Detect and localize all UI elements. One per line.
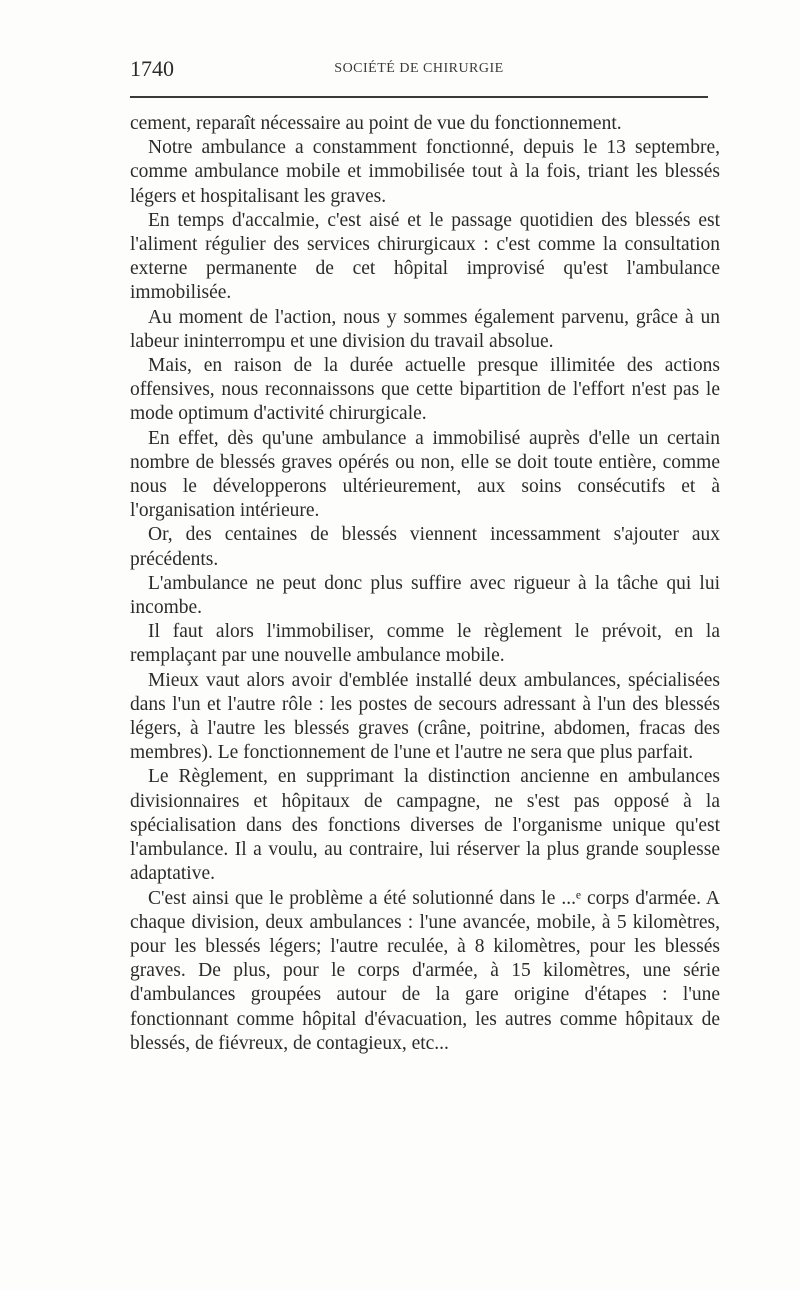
- running-head: SOCIÉTÉ DE CHIRURGIE: [334, 61, 504, 76]
- paragraph: En temps d'accalmie, c'est aisé et le passage quotidien des blessés est l'aliment régulier des services chirurgicaux : c'est comme la consultation externe permanente de cet hôpital improvisé qu'est l'ambulance immobilisée.: [130, 209, 720, 304]
- paragraph: Il faut alors l'immobiliser, comme le règlement le prévoit, en la remplaçant par une nouvelle ambulance mobile.: [130, 621, 720, 667]
- body-text: [130, 112, 720, 1056]
- paragraph: C'est ainsi que le problème a été solutionné dans le ...ᵉ corps d'armée. A chaque division, deux ambulances : l'une avancée, mobile, à 5 kilomètres, pour les blessés légers; l'autre reculée, à 8 kilomètres, pour les blessés graves. De plus, pour le corps d'armée, à 15 kilomètres, une série d'ambulances groupées autour de la gare origine d'étapes : l'une fonctionnant comme hôpital d'évacuation, les autres comme hôpitaux de blessés, de fiévreux, de contagieux, etc...: [130, 887, 720, 1054]
- paragraph: Or, des centaines de blessés viennent incessamment s'ajouter aux précédents.: [130, 524, 720, 570]
- paragraph: Mais, en raison de la durée actuelle presque illimitée des actions offensives, nous reconnaissons que cette bipartition de l'effort n'est pas le mode optimum d'activité chirurgicale.: [130, 355, 720, 425]
- paragraph: Notre ambulance a constamment fonctionné, depuis le 13 septembre, comme ambulance mobile et immobilisée tout à la fois, triant les blessés légers et hospitalisant les graves.: [130, 137, 720, 207]
- page-number: 1740: [130, 56, 174, 81]
- paragraph: cement, reparaît nécessaire au point de vue du fonctionnement.: [130, 113, 622, 134]
- paragraph: En effet, dès qu'une ambulance a immobilisé auprès d'elle un certain nombre de blessés graves opérés ou non, elle se doit toute entière, comme nous le développerons ultérieurement, aux soins consécutifs et à l'organisation intérieure.: [130, 427, 720, 522]
- page-header: [130, 56, 708, 86]
- paragraph: Le Règlement, en supprimant la distinction ancienne en ambulances divisionnaires et hôpitaux de campagne, ne s'est pas opposé à la spécialisation dans des fonctions diverses de l'organisme unique qu'est l'ambulance. Il a voulu, au contraire, lui réserver la plus grande souplesse adaptative.: [130, 766, 720, 885]
- paragraph: Au moment de l'action, nous y sommes également parvenu, grâce à un labeur ininterrompu et une division du travail absolue.: [130, 306, 720, 352]
- paragraph: L'ambulance ne peut donc plus suffire avec rigueur à la tâche qui lui incombe.: [130, 572, 720, 619]
- paragraph: Mieux vaut alors avoir d'emblée installé deux ambulances, spécialisées dans l'un et l'autre rôle : les postes de secours adressant à l'un des blessés légers, à l'autre les blessés graves (crâne, poitrine, abdomen, fracas des membres). Le fonctionnement de l'une et l'autre ne sera que plus parfait.: [130, 669, 720, 764]
- header-rule: [130, 96, 708, 98]
